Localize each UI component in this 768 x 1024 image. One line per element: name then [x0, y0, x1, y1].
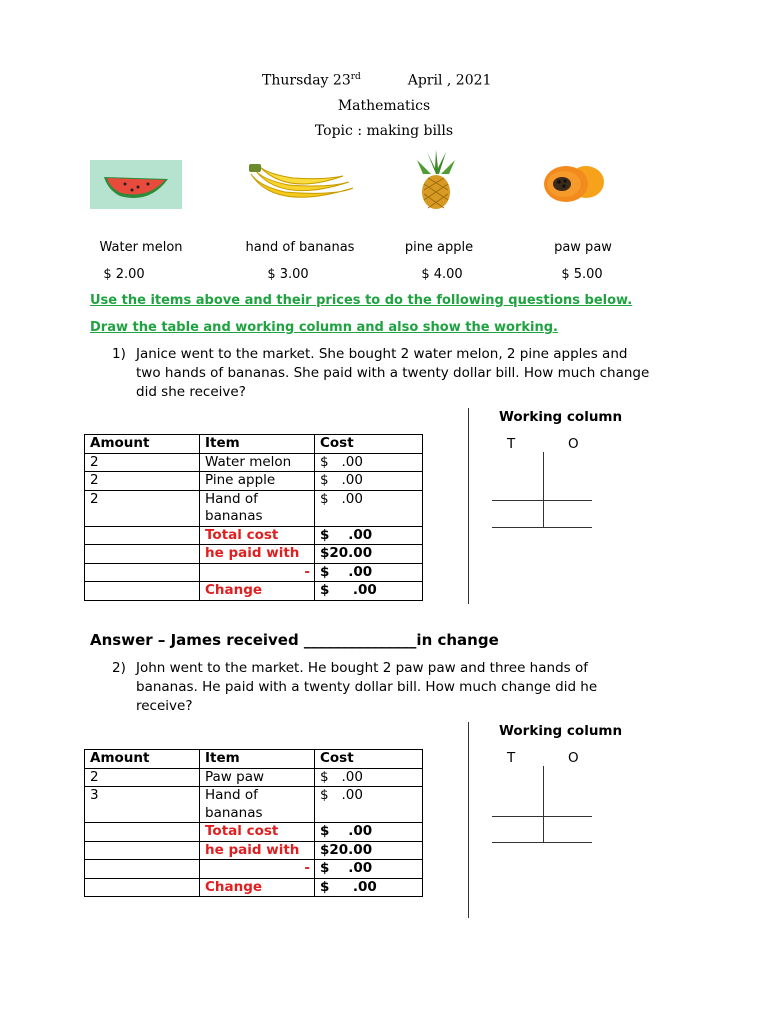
table-row — [85, 768, 423, 787]
q2-column-divider — [543, 766, 544, 842]
row-amount: 3 — [85, 787, 200, 823]
q1-bill-table — [84, 434, 423, 601]
question-1-line-1: Janice went to the market. She bought 2 water melon, 2 pine apples and — [136, 346, 628, 362]
q2-working-line-2 — [492, 842, 592, 843]
q2-bill-table — [84, 749, 423, 897]
minus-row — [85, 860, 423, 879]
fruit-label-pineapple: pine apple — [404, 240, 474, 255]
instruction-line-2: Draw the table and working column and also show the working. — [90, 320, 558, 335]
row-amount: 2 — [85, 453, 200, 472]
question-1-number: 1) — [112, 346, 126, 362]
fruit-label-papaya: paw paw — [554, 240, 612, 255]
change-row — [85, 878, 423, 897]
header-item: Item — [200, 435, 315, 454]
q2-tens-label: T — [507, 750, 516, 766]
header-amount: Amount — [85, 435, 200, 454]
minus-label: - — [200, 860, 315, 879]
q1-working-column-title: Working column — [499, 409, 623, 425]
question-2-line-3: receive? — [136, 698, 193, 714]
row-cost: $ .00 — [315, 472, 423, 491]
header-amount: Amount — [85, 750, 200, 769]
date-day: Thursday 23 — [262, 72, 351, 89]
table-row — [85, 453, 423, 472]
paid-label: he paid with — [200, 545, 315, 564]
fruit-label-watermelon: Water melon — [99, 240, 183, 255]
subject-title: Mathematics — [337, 98, 431, 114]
question-1-line-3: did she receive? — [136, 384, 246, 400]
date-suffix: rd — [350, 72, 361, 82]
topic-title: Topic : making bills — [314, 123, 454, 139]
minus-row — [85, 563, 423, 582]
total-cost-label: Total cost — [200, 823, 315, 842]
price-bananas: $ 3.00 — [267, 267, 309, 282]
row-amount: 2 — [85, 472, 200, 491]
q2-working-line-1 — [492, 816, 592, 817]
q2-working-column-title: Working column — [499, 723, 623, 739]
row-item: Hand of bananas — [200, 787, 315, 823]
total-cost-label: Total cost — [200, 526, 315, 545]
change-label: Change — [200, 878, 315, 897]
instruction-line-1: Use the items above and their prices to do the following questions below. — [90, 293, 633, 308]
row-item: Paw paw — [200, 768, 315, 787]
question-2-line-1: John went to the market. He bought 2 paw paw and three hands of — [136, 660, 588, 676]
q1-column-divider — [543, 452, 544, 528]
question-2-number: 2) — [112, 660, 126, 676]
row-cost: $ .00 — [315, 453, 423, 472]
minus-label: - — [200, 563, 315, 582]
table-header-row — [85, 750, 423, 769]
question-2 — [112, 659, 712, 719]
total-cost-value: $ .00 — [315, 823, 423, 842]
row-cost: $ .00 — [315, 490, 423, 526]
q2-divider-line — [468, 722, 469, 918]
bananas-image — [245, 160, 357, 210]
row-cost: $ .00 — [315, 787, 423, 823]
date-month-year: April , 2021 — [407, 72, 492, 89]
row-item: Pine apple — [200, 472, 315, 491]
paid-row — [85, 841, 423, 860]
q1-ones-label: O — [568, 436, 579, 452]
change-row — [85, 582, 423, 601]
table-row — [85, 472, 423, 491]
q1-answer-line: Answer – James received _______________in change — [90, 631, 499, 649]
date-line — [262, 72, 491, 89]
price-papaya: $ 5.00 — [561, 267, 603, 282]
header-item: Item — [200, 750, 315, 769]
fruit-label-bananas: hand of bananas — [245, 240, 355, 255]
watermelon-image — [90, 160, 182, 209]
change-label: Change — [200, 582, 315, 601]
q1-working-line-1 — [492, 500, 592, 501]
pineapple-image — [413, 150, 459, 210]
row-amount: 2 — [85, 768, 200, 787]
price-watermelon: $ 2.00 — [103, 267, 145, 282]
row-amount: 2 — [85, 490, 200, 526]
total-row — [85, 823, 423, 842]
table-row — [85, 787, 423, 823]
total-cost-value: $ .00 — [315, 526, 423, 545]
row-item: Water melon — [200, 453, 315, 472]
question-1-line-2: two hands of bananas. She paid with a twenty dollar bill. How much change — [136, 365, 650, 381]
paid-row — [85, 545, 423, 564]
change-value: $ .00 — [315, 878, 423, 897]
q1-tens-label: T — [507, 436, 516, 452]
q1-divider-line — [468, 408, 469, 604]
total-row — [85, 526, 423, 545]
paid-label: he paid with — [200, 841, 315, 860]
paid-value: $20.00 — [315, 545, 423, 564]
price-pineapple: $ 4.00 — [421, 267, 463, 282]
table-row — [85, 490, 423, 526]
papaya-image — [540, 160, 608, 206]
question-1 — [112, 345, 712, 405]
minus-value: $ .00 — [315, 563, 423, 582]
header-cost: Cost — [315, 750, 423, 769]
change-value: $ .00 — [315, 582, 423, 601]
row-item: Hand of bananas — [200, 490, 315, 526]
header-cost: Cost — [315, 435, 423, 454]
q1-working-line-2 — [492, 527, 592, 528]
row-cost: $ .00 — [315, 768, 423, 787]
table-header-row — [85, 435, 423, 454]
paid-value: $20.00 — [315, 841, 423, 860]
question-2-line-2: bananas. He paid with a twenty dollar bill. How much change did he — [136, 679, 598, 695]
minus-value: $ .00 — [315, 860, 423, 879]
q2-ones-label: O — [568, 750, 579, 766]
